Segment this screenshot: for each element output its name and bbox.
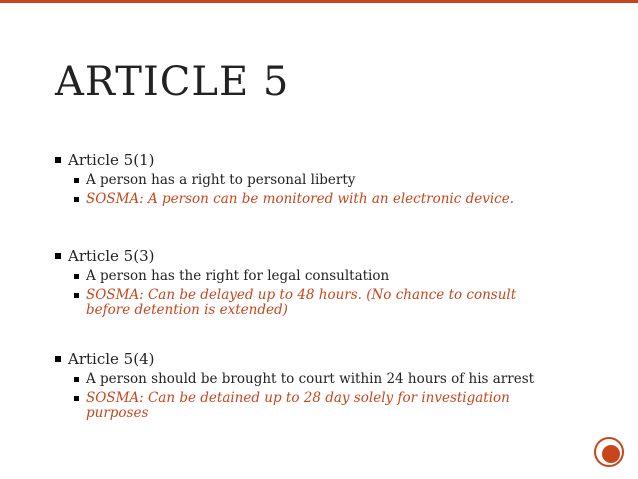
section-article-5-1	[55, 151, 595, 207]
list-item-sosma	[74, 391, 556, 421]
list-item-text: A person has the right for legal consultation	[86, 268, 390, 284]
section-article-5-3	[55, 247, 595, 318]
square-bullet-icon	[55, 356, 61, 362]
square-bullet-icon	[74, 197, 79, 202]
list-item	[74, 372, 595, 387]
square-bullet-icon	[74, 178, 79, 183]
section-article-5-4	[55, 350, 595, 421]
square-bullet-icon	[55, 253, 61, 259]
section-heading-text: Article 5(3)	[68, 247, 155, 265]
slide-title: ARTICLE 5	[55, 59, 290, 105]
logo-inner-circle	[602, 445, 620, 463]
section-heading-text: Article 5(4)	[68, 350, 155, 368]
list-item-text: A person should be brought to court within 24 hours of his arrest	[86, 371, 535, 387]
list-item	[74, 173, 595, 188]
section-heading	[55, 350, 595, 368]
section-heading	[55, 247, 595, 265]
list-item-text: A person has a right to personal liberty	[86, 172, 356, 188]
square-bullet-icon	[55, 157, 61, 163]
section-heading-text: Article 5(1)	[68, 151, 155, 169]
slide-logo-icon	[594, 437, 624, 467]
list-item-text: SOSMA: A person can be monitored with an electronic device.	[86, 191, 514, 207]
square-bullet-icon	[74, 274, 79, 279]
square-bullet-icon	[74, 377, 79, 382]
square-bullet-icon	[74, 396, 79, 401]
section-heading	[55, 151, 595, 169]
list-item-sosma	[74, 192, 595, 207]
list-item	[74, 269, 595, 284]
top-accent-bar	[0, 0, 638, 3]
square-bullet-icon	[74, 293, 79, 298]
list-item-text: SOSMA: Can be delayed up to 48 hours. (No chance to consult before detention is extended)	[86, 287, 517, 318]
list-item-text: SOSMA: Can be detained up to 28 day solely for investigation purposes	[86, 390, 510, 421]
list-item-sosma	[74, 288, 546, 318]
